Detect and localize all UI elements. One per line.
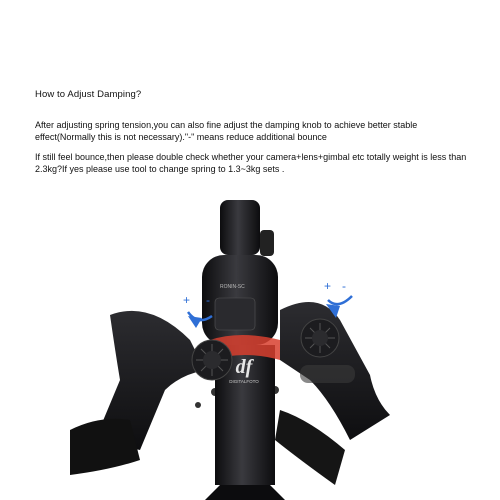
right-plus-label: +	[324, 279, 332, 293]
left-arrow-head-icon	[188, 316, 202, 328]
brand-name: DIGITALFOTO	[229, 379, 259, 384]
product-photo	[70, 200, 400, 500]
right-rotate-arrow-icon	[328, 296, 352, 304]
left-arm	[70, 311, 219, 475]
left-plus-label: +	[183, 293, 191, 307]
left-damping-knob	[192, 340, 232, 380]
logo-mark: df	[235, 356, 253, 378]
instruction-paragraph-1: After adjusting spring tension,you can also fine adjust the damping knob to achieve better stable effect(Normally this is not necessary)."-" means reduce additional bounce	[35, 120, 418, 142]
right-damping-knob	[301, 319, 339, 357]
left-minus-label: -	[206, 293, 210, 307]
mount-collar	[202, 255, 278, 345]
gimbal-stem	[220, 200, 274, 256]
right-minus-label: -	[342, 279, 346, 293]
heading: How to Adjust Damping?	[35, 89, 142, 100]
instruction-paragraph-2: If still feel bounce,then please double check whether your camera+lens+gimbal etc totally weight is less than 2.3kg?If yes please use tool to change spring to 1.3~3kg sets .	[35, 152, 467, 174]
mount-label: RONIN-SC	[220, 284, 245, 290]
